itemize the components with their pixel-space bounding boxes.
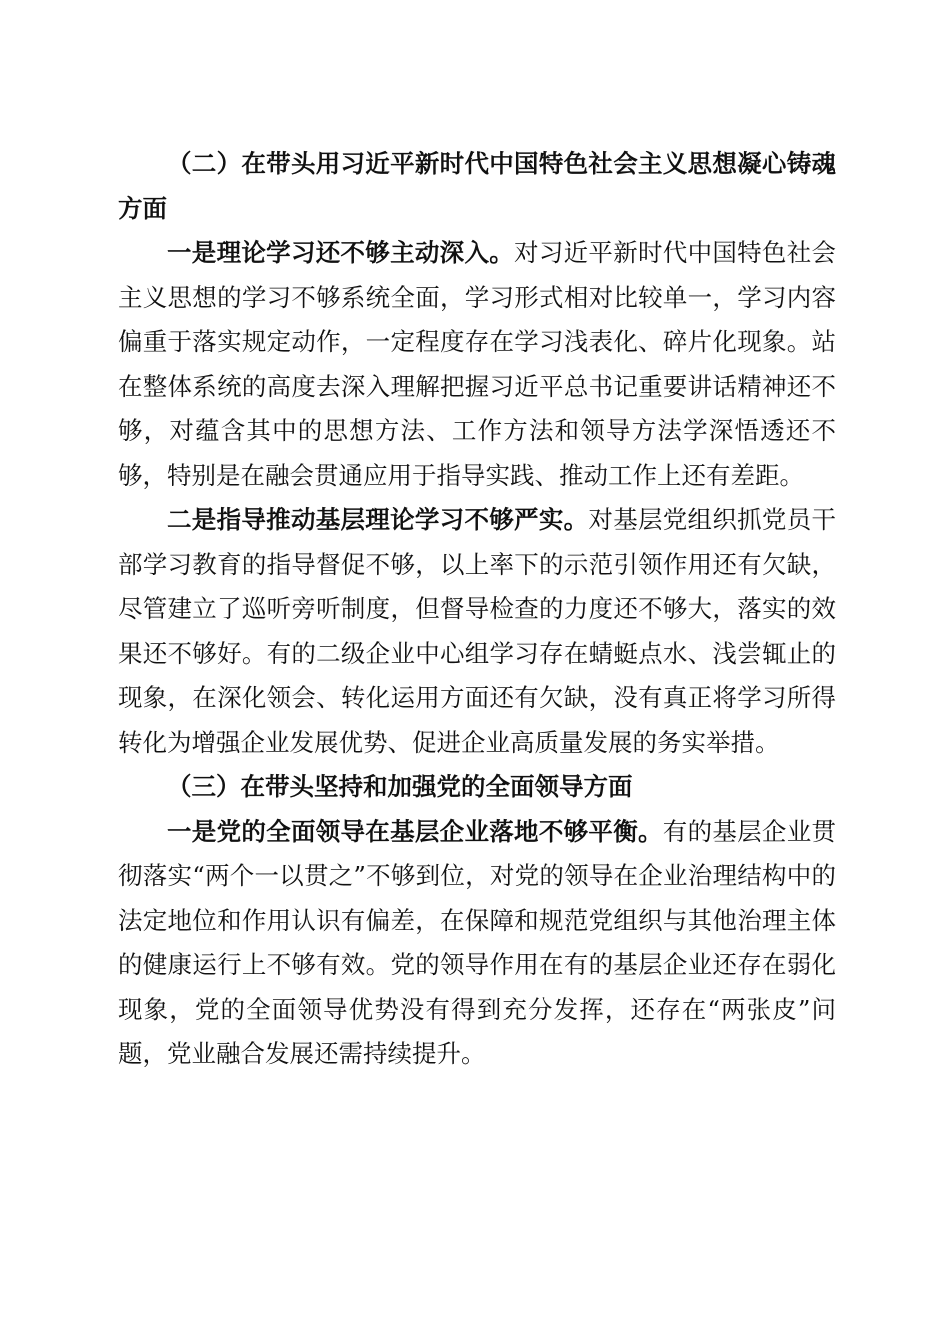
paragraph-grassroots-guidance bbox=[118, 498, 836, 765]
paragraph-lead: 二是指导推动基层理论学习不够严实。 bbox=[167, 505, 589, 534]
paragraph-lead: 一是理论学习还不够主动深入。 bbox=[167, 238, 515, 267]
paragraph-party-leadership bbox=[118, 810, 836, 1077]
section-heading-2: （二）在带头用习近平新时代中国特色社会主义思想凝心铸魂方面 bbox=[118, 149, 836, 223]
paragraph-body: 对基层党组织抓党员干部学习教育的指导督促不够，以上率下的示范引领作用还有欠缺，尽管建立了巡听旁听制度，但督导检查的力度还不够大，落实的效果还不够好。有的二级企业中心组学习存在蜻蜓点水、浅尝辄止的现象，在深化领会、转化运用方面还有欠缺，没有真正将学习所得转化为增强企业发展优势、促进企业高质量发展的务实举措。 bbox=[118, 505, 837, 757]
paragraph-lead: 一是党的全面领导在基层企业落地不够平衡。 bbox=[167, 816, 663, 846]
section-heading-3: （三）在带头坚持和加强党的全面领导方面 bbox=[167, 772, 633, 801]
paragraph-theory-study bbox=[118, 231, 836, 498]
document-page bbox=[118, 142, 836, 1077]
paragraph-body: 对习近平新时代中国特色社会主义思想的学习不够系统全面，学习形式相对比较单一，学习内容偏重于落实规定动作，一定程度存在学习浅表化、碎片化现象。站在整体系统的高度去深入理解把握习近平总书记重要讲话精神还不够，对蕴含其中的思想方法、工作方法和领导方法学深悟透还不够，特别是在融会贯通应用于指导实践、推动工作上还有差距。 bbox=[118, 238, 837, 490]
paragraph-body: 有的基层企业贯彻落实“两个一以贯之”不够到位，对党的领导在企业治理结构中的法定地位和作用认识有偏差，在保障和规范党组织与其他治理主体的健康运行上不够有效。党的领导作用在有的基层企业还存在弱化现象，党的全面领导优势没有得到充分发挥，还存在“两张皮”问题，党业融合发展还需持续提升。 bbox=[118, 816, 837, 1068]
